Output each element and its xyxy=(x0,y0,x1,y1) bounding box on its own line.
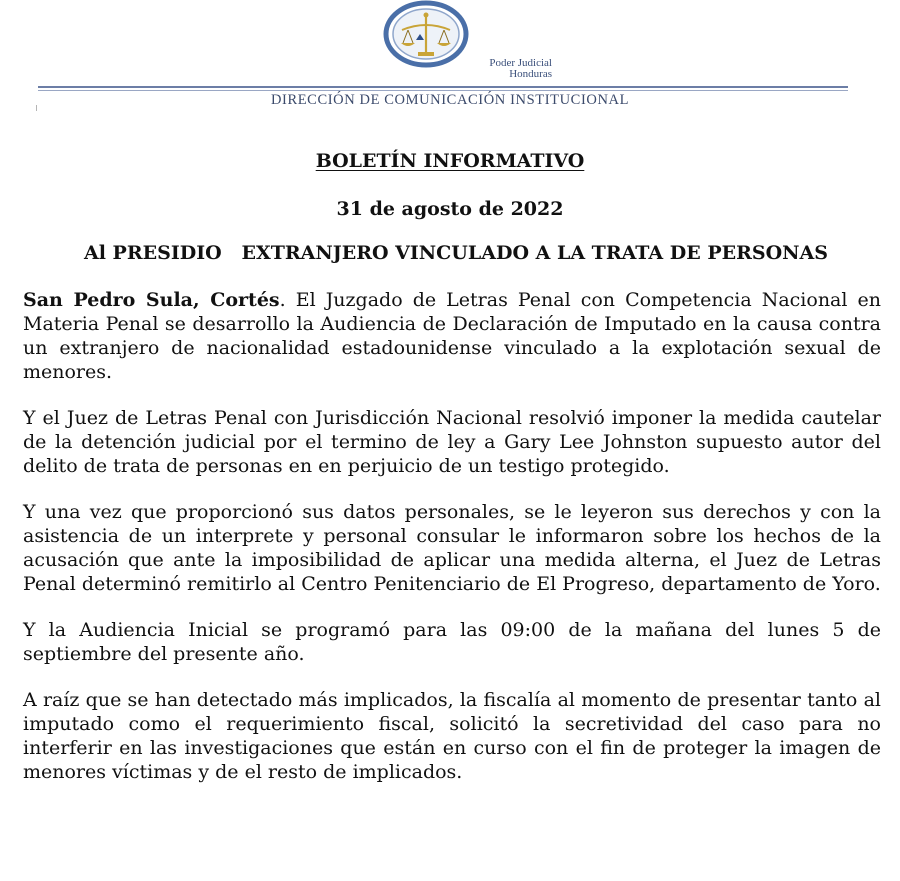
paragraph: Y la Audiencia Inicial se programó para las 09:00 de la mañana del lunes 5 de septiembre del presente año. xyxy=(23,619,881,665)
department-name: DIRECCIÓN DE COMUNICACIÓN INSTITUCIONAL xyxy=(270,92,630,108)
header-rule xyxy=(38,86,848,88)
bulletin-headline: Al PRESIDIO EXTRANJERO VINCULADO A LA TRATA DE PERSONAS xyxy=(83,242,828,264)
bulletin-body xyxy=(23,288,881,806)
paragraph: Y una vez que proporcionó sus datos personales, se le leyeron sus derechos y con la asistencia de un interprete y personal consular le informaron sobre los hechos de la acusación que ante la imposibilidad de aplicar una medida alterna, el Juez de Letras Penal determinó remitirlo al Centro Penitenciario de El Progreso, departamento de Yoro. xyxy=(23,501,881,595)
paragraph: A raíz que se han detectado más implicados, la fiscalía al momento de presentar tanto al imputado como el requerimiento fiscal, solicitó la secretividad del caso para no interferir en las investigaciones que están en curso con el fin de proteger la imagen de menores víctimas y de el resto de implicados. xyxy=(23,689,881,783)
bulletin-title: BOLETÍN INFORMATIVO xyxy=(315,150,585,172)
header-rule-thin xyxy=(38,90,848,91)
bulletin-date: 31 de agosto de 2022 xyxy=(336,198,564,220)
logo-line-1: Poder Judicial xyxy=(489,57,552,69)
paragraph xyxy=(23,288,881,384)
dateline-location: San Pedro Sula, Cortés xyxy=(23,289,280,311)
paragraph: Y el Juez de Letras Penal con Jurisdicción Nacional resolvió imponer la medida cautelar de la detención judicial por el termino de ley a Gary Lee Johnston supuesto autor del delito de trata de personas en en perjuicio de un testigo protegido. xyxy=(23,407,881,477)
logo-wordmark xyxy=(462,58,552,80)
letterhead xyxy=(0,0,900,120)
margin-mark xyxy=(36,105,37,111)
logo-line-2: Honduras xyxy=(509,68,552,80)
paragraph-text: . El Juzgado de Letras Penal con Competencia Nacional en Materia Penal se desarrollo la Audiencia de Declaración de Imputado en la causa contra un extranjero de nacionalidad estadounidense vinculado a la explotación sexual de menores. xyxy=(23,289,881,383)
